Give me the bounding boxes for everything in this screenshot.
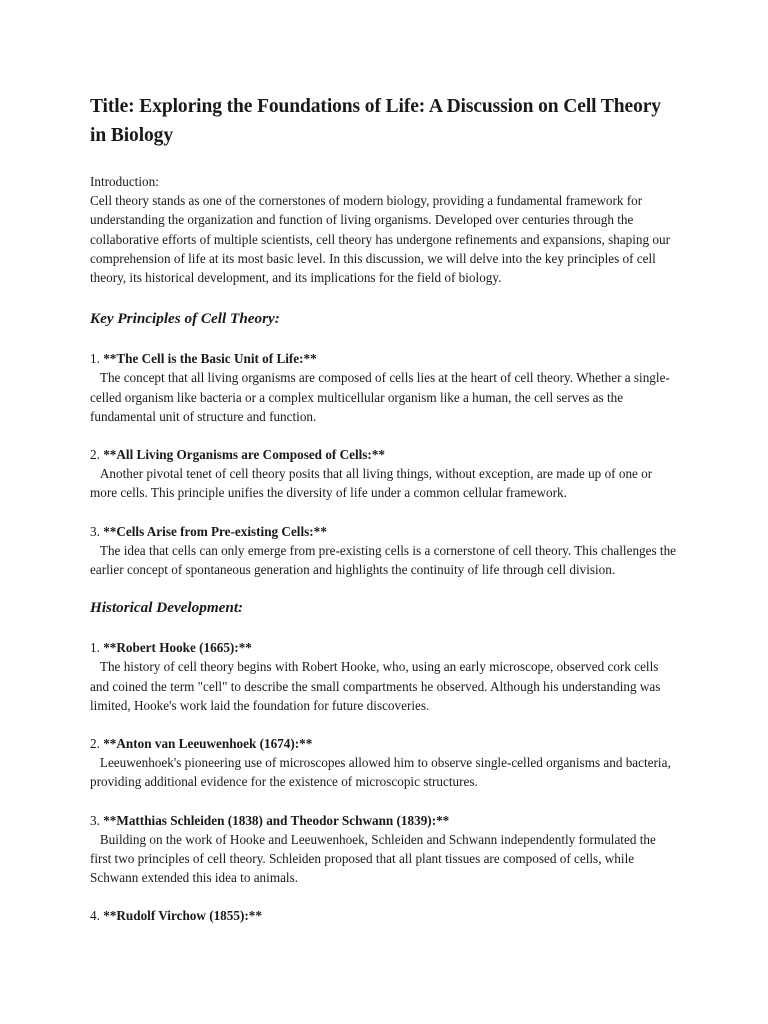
item-number: 3.	[90, 812, 104, 828]
introduction	[90, 172, 678, 287]
list-item	[90, 349, 678, 426]
item-heading	[90, 349, 678, 368]
item-heading	[90, 445, 678, 464]
item-description: Leeuwenhoek's pioneering use of microscopes allowed him to observe single-celled organisms and bacteria, providing additional evidence for the existence of microscopic structures.	[90, 755, 675, 790]
item-description: The idea that cells can only emerge from pre-existing cells is a cornerstone of cell theory. This challenges the earlier concept of spontaneous generation and highlights the continuity of life through cell division.	[90, 542, 680, 578]
item-number: 3.	[90, 523, 104, 539]
section-heading: Historical Development:	[90, 599, 244, 617]
item-title: **The Cell is the Basic Unit of Life:**	[103, 351, 317, 367]
item-heading	[90, 811, 678, 830]
item-heading	[90, 906, 678, 925]
item-heading	[90, 522, 678, 541]
document-title: Title: Exploring the Foundations of Life: A Discussion on Cell Theory in Biology	[90, 96, 661, 146]
item-title: **Anton van Leeuwenhoek (1674):**	[103, 736, 313, 752]
item-number: 1.	[90, 640, 104, 656]
item-number: 2.	[90, 447, 104, 463]
item-title: **Cells Arise from Pre-existing Cells:**	[103, 523, 327, 539]
section-historical-development	[90, 598, 678, 925]
item-description: The history of cell theory begins with Robert Hooke, who, using an early microscope, observed cork cells and coined the term "cell" to describe the small compartments he observed. Although his understanding was limited, Hooke's work laid the foundation for future discoveries.	[90, 659, 664, 713]
intro-paragraph: Cell theory stands as one of the cornerstones of modern biology, providing a fundamental framework for understanding the organization and function of living organisms. Developed over centuries through the collaborative efforts of multiple scientists, cell theory has undergone refinements and expansions, shaping our comprehension of life at its most basic level. In this discussion, we will delve into the key principles of cell theory, its historical development, and its implications for the field of biology.	[90, 193, 670, 286]
intro-label: Introduction:	[90, 174, 159, 189]
item-number: 2.	[90, 736, 104, 752]
list-item	[90, 522, 678, 580]
item-description: The concept that all living organisms are composed of cells lies at the heart of cell theory. Whether a single-celled organism like bacteria or a complex multicellular organism like a human, the cell serves as the fundamental unit of structure and function.	[90, 370, 670, 424]
item-title: **Rudolf Virchow (1855):**	[103, 908, 262, 924]
item-description: Another pivotal tenet of cell theory posits that all living things, without exception, are made up of one or more cells. This principle unifies the diversity of life under a common cellular framework.	[90, 466, 656, 501]
list-item	[90, 734, 678, 792]
item-number: 4.	[90, 908, 104, 924]
section-heading: Key Principles of Cell Theory:	[90, 310, 280, 328]
item-title: **Robert Hooke (1665):**	[103, 640, 252, 656]
list-item	[90, 638, 678, 715]
item-heading	[90, 734, 678, 753]
list-item	[90, 811, 678, 888]
item-heading	[90, 638, 678, 657]
list-item	[90, 906, 678, 925]
item-title: **All Living Organisms are Composed of Cells:**	[103, 447, 386, 463]
item-number: 1.	[90, 351, 104, 367]
section-key-principles	[90, 309, 678, 579]
item-title: **Matthias Schleiden (1838) and Theodor Schwann (1839):**	[103, 812, 450, 828]
list-item	[90, 445, 678, 503]
item-description: Building on the work of Hooke and Leeuwenhoek, Schleiden and Schwann independently formulated the first two principles of cell theory. Schleiden proposed that all plant tissues are composed of cells, while Schwann extended this idea to animals.	[90, 831, 660, 886]
